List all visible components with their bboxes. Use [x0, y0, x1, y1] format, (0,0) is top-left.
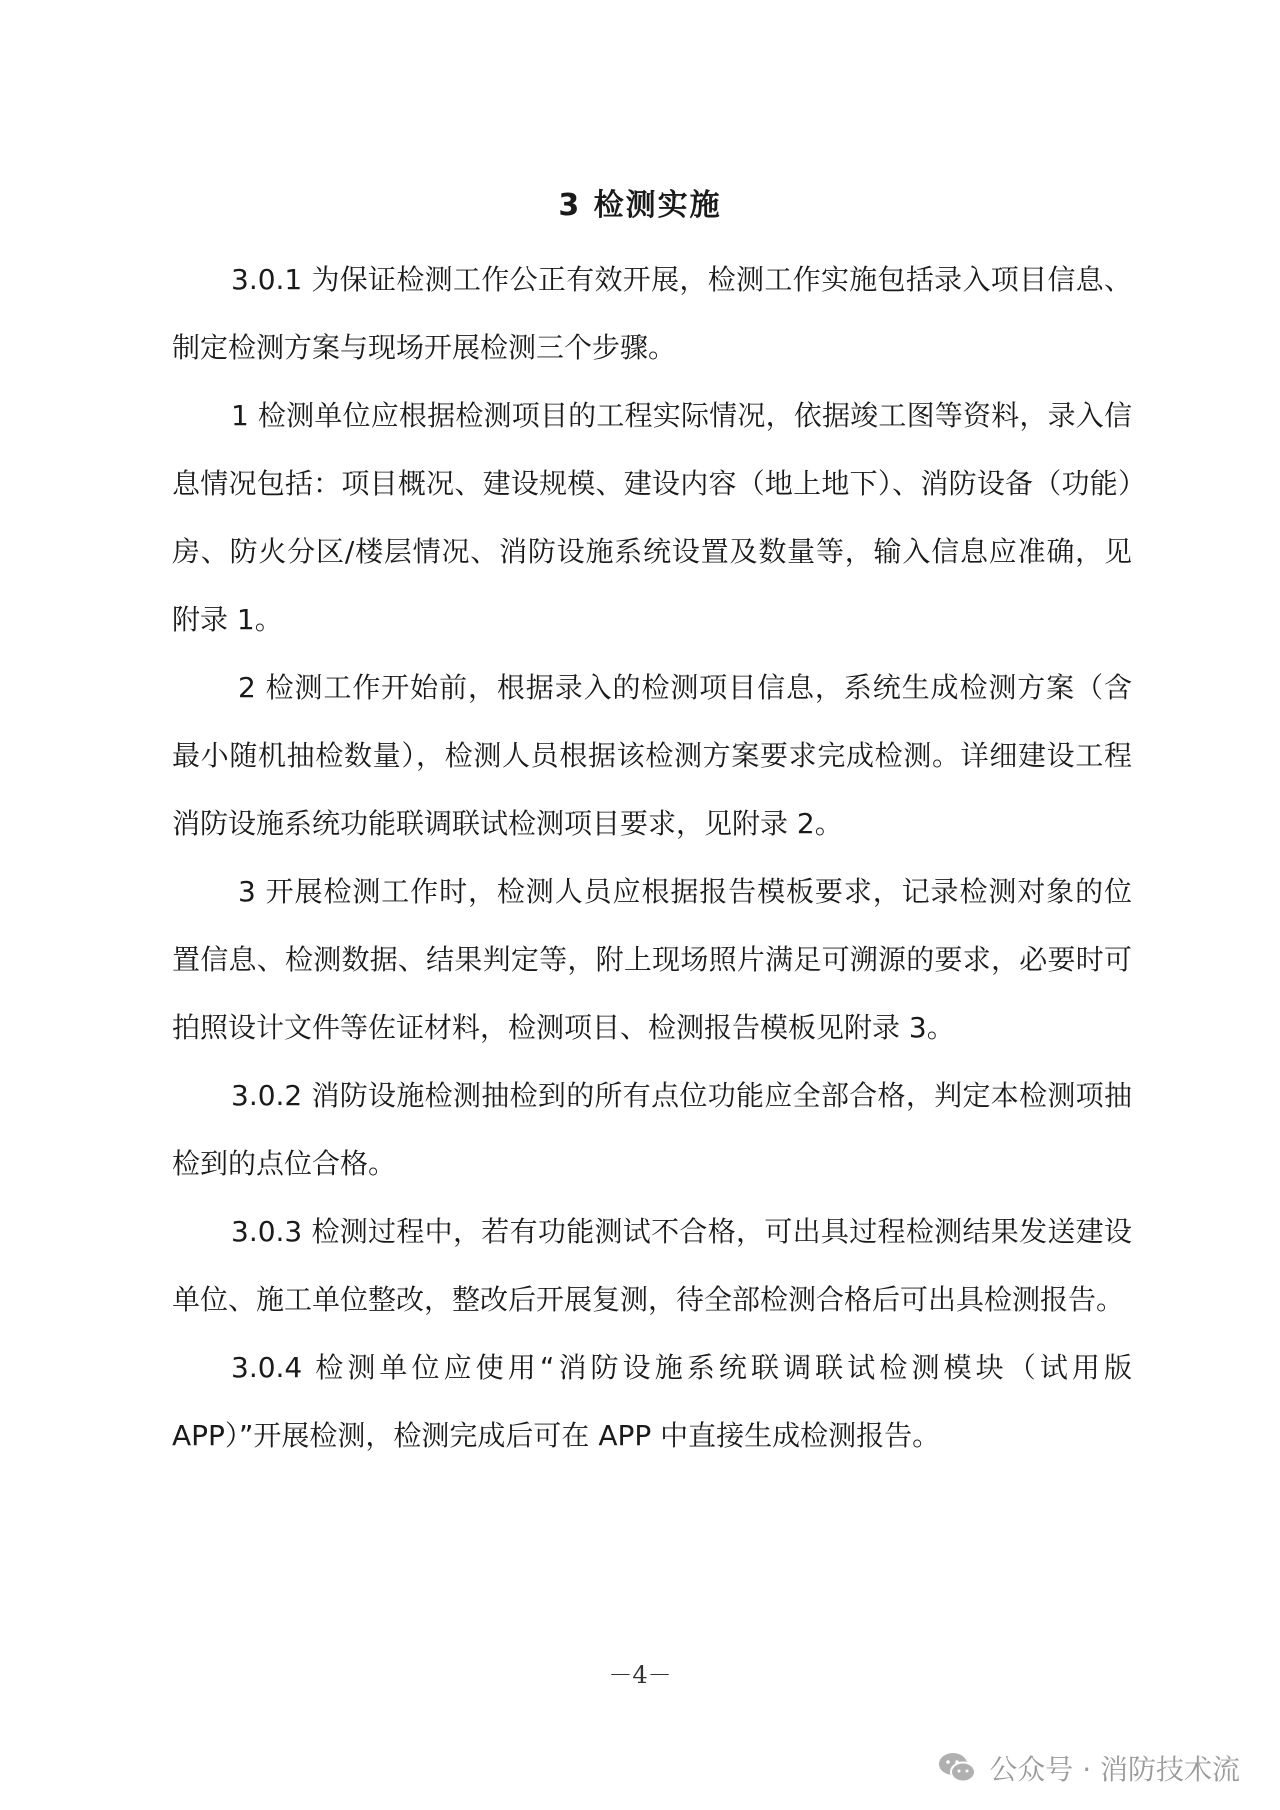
clause-3-0-2: 3.0.2 消防设施检测抽检到的所有点位功能应全部合格，判定本检测项抽检到的点位合格。 — [172, 1079, 1132, 1180]
clause-3-0-1-item-1: 1 检测单位应根据检测项目的工程实际情况，依据竣工图等资料，录入信息情况包括：项目概况、建设规模、建设内容（地上地下）、消防设备（功能）房、防火分区/楼层情况、消防设施系统设置及数量等，输入信息应准确，见附录 1。 — [172, 399, 1132, 636]
section-body — [172, 246, 1132, 1470]
clause-3-0-1: 3.0.1 为保证检测工作公正有效开展，检测工作实施包括录入项目信息、制定检测方案与现场开展检测三个步骤。 — [172, 263, 1132, 364]
clause-3-0-3: 3.0.3 检测过程中，若有功能测试不合格，可出具过程检测结果发送建设单位、施工单位整改，整改后开展复测，待全部检测合格后可出具检测报告。 — [172, 1215, 1132, 1316]
clause-3-0-1-item-3: 3 开展检测工作时，检测人员应根据报告模板要求，记录检测对象的位置信息、检测数据、结果判定等，附上现场照片满足可溯源的要求，必要时可拍照设计文件等佐证材料，检测项目、检测报告模板见附录 3。 — [172, 875, 1132, 1044]
wechat-icon — [937, 1751, 977, 1785]
clause-3-0-1-item-2: 2 检测工作开始前，根据录入的检测项目信息，系统生成检测方案（含最小随机抽检数量），检测人员根据该检测方案要求完成检测。详细建设工程消防设施系统功能联调联试检测项目要求，见附录 2。 — [172, 671, 1132, 840]
clause-3-0-4: 3.0.4 检测单位应使用“消防设施系统联调联试检测模块（试用版 APP）”开展检测，检测完成后可在 APP 中直接生成检测报告。 — [172, 1351, 1132, 1452]
watermark — [937, 1746, 1240, 1790]
page-number: －4－ — [608, 1661, 672, 1689]
watermark-text: 公众号 · 消防技术流 — [989, 1753, 1240, 1786]
section-title: 3 检测实施 — [558, 188, 722, 223]
